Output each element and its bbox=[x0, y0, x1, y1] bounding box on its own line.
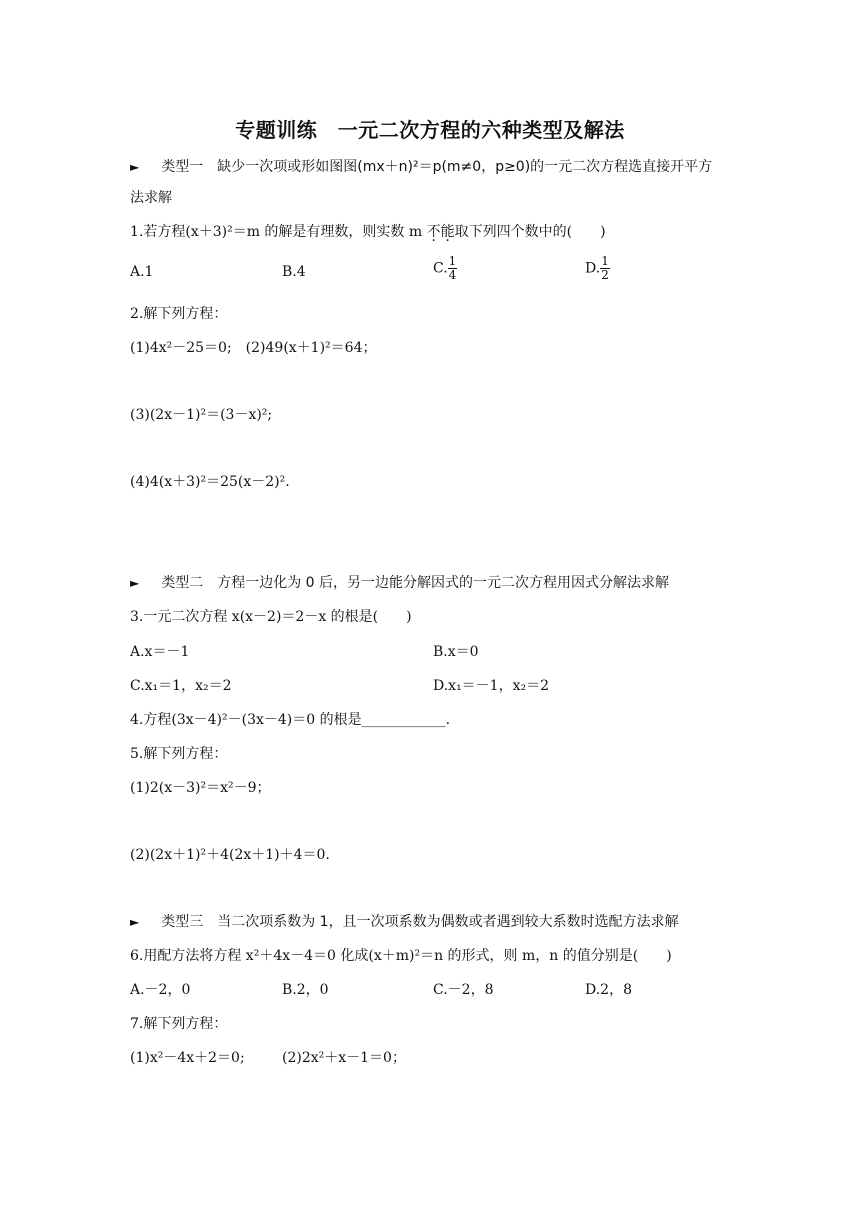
q6-option-d: D.2，8 bbox=[585, 982, 632, 998]
q1-option-a: A.1 bbox=[130, 264, 154, 280]
question-5-part-2: (2)(2x＋1)²＋4(2x＋1)＋4＝0. bbox=[130, 847, 330, 863]
question-4: 4.方程(3x－4)²－(3x－4)＝0 的根是____________. bbox=[130, 712, 451, 728]
section-heading-1: ► 类型一 缺少一次项或形如图图(mx＋n)²＝p(m≠0，p≥0)的一元二次方程选直接开平方 bbox=[130, 159, 713, 175]
question-5-part-1: (1)2(x－3)²＝x²－9； bbox=[130, 780, 271, 796]
section-heading-1-cont: 法求解 bbox=[130, 190, 172, 206]
q3-option-c: C.x₁＝1，x₂＝2 bbox=[130, 678, 232, 694]
section-heading-3: ► 类型三 当二次项系数为 1，且一次项系数为偶数或者遇到较大系数时选配方法求解 bbox=[130, 914, 679, 930]
question-6: 6.用配方法将方程 x²＋4x－4＝0 化成(x＋m)²＝n 的形式，则 m，n 的值分别是( ) bbox=[130, 948, 672, 964]
question-7-stem: 7.解下列方程： bbox=[130, 1016, 228, 1032]
page-title: 专题训练 一元二次方程的六种类型及解法 bbox=[235, 118, 625, 142]
q3-option-a: A.x＝－1 bbox=[130, 644, 190, 660]
fraction: $\frac{1}{4}$ bbox=[448, 254, 457, 282]
fraction: $\frac{1}{2}$ bbox=[601, 254, 609, 282]
question-2-part-1-2: (1)4x²－25＝0; (2)49(x＋1)²＝64； bbox=[130, 340, 377, 356]
question-1: 1.若方程(x＋3)²＝m 的解是有理数，则实数 m 不能取下列四个数中的( ) bbox=[130, 224, 606, 240]
q1-option-c: C. $\frac{1}{4}$ bbox=[433, 254, 457, 282]
emphasis-char: 不 bbox=[426, 224, 441, 240]
emphasis-char: 能 bbox=[440, 224, 455, 240]
question-2-stem: 2.解下列方程： bbox=[130, 306, 228, 322]
q1-option-b: B.4 bbox=[282, 264, 306, 280]
q3-option-b: B.x＝0 bbox=[433, 644, 479, 660]
question-3: 3.一元二次方程 x(x－2)＝2－x 的根是( ) bbox=[130, 609, 412, 625]
question-2-part-4: (4)4(x＋3)²＝25(x－2)². bbox=[130, 474, 290, 490]
question-2-part-3: (3)(2x－1)²＝(3－x)²; bbox=[130, 407, 273, 423]
question-7-part-1: (1)x²－4x＋2＝0; bbox=[130, 1050, 245, 1066]
triangle-marker-icon: ► bbox=[130, 915, 140, 929]
triangle-marker-icon: ► bbox=[130, 576, 140, 590]
q1-option-d: D. $\frac{1}{2}$ bbox=[585, 254, 609, 282]
q6-option-a: A.－2，0 bbox=[130, 982, 191, 998]
triangle-marker-icon: ► bbox=[130, 160, 140, 174]
question-7-part-2: (2)2x²＋x－1＝0； bbox=[282, 1050, 406, 1066]
q6-option-b: B.2，0 bbox=[282, 982, 329, 998]
section-heading-2: ► 类型二 方程一边化为 0 后，另一边能分解因式的一元二次方程用因式分解法求解 bbox=[130, 575, 670, 591]
q3-option-d: D.x₁＝－1，x₂＝2 bbox=[433, 678, 550, 694]
q6-option-c: C.－2，8 bbox=[433, 982, 494, 998]
question-5-stem: 5.解下列方程： bbox=[130, 746, 228, 762]
